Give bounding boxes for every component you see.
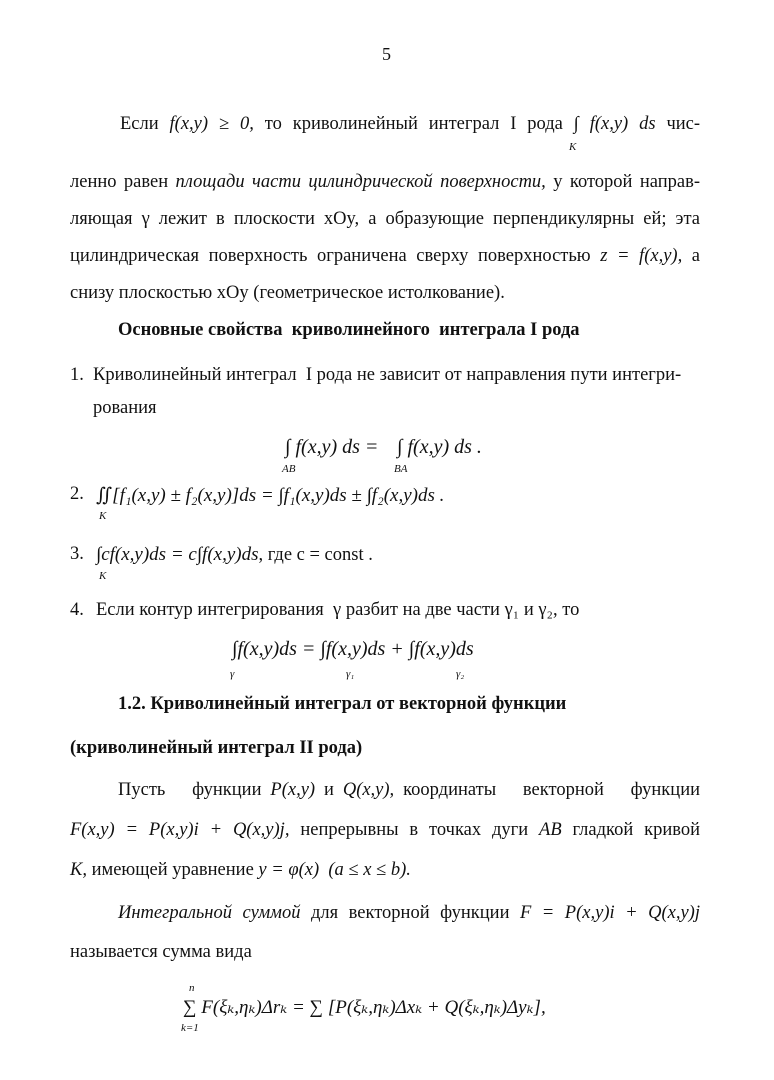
p1-if: Если [120, 114, 159, 134]
integral-sum-formula: ∑ F(ξₖ,ηₖ)Δrₖ = ∑ [P(ξₖ,ηₖ)Δxₖ + Q(ξₖ,ηₖ)Δyₖ], [183, 997, 546, 1018]
p2-l1-b: координаты векторной функции [403, 780, 700, 800]
paragraph-2-line-1 [118, 780, 700, 801]
p1-l4-b: а [691, 246, 700, 266]
item-2-formula: ∬[f₁(x,y) ± f₂(x,y)]ds = ∫f₁(x,y)ds ± ∫f₂(x,y)ds . [96, 485, 445, 506]
item-4-number: 4. [70, 600, 84, 620]
item-1-number: 1. [70, 365, 84, 385]
item-4-formula: ∫f(x,y)ds = ∫f(x,y)ds + ∫f(x,y)ds [232, 638, 474, 660]
paragraph-1-line-5: снизу плоскостью xOy (геометрическое истолкование). [70, 283, 505, 303]
item-2-formula-limit: K [99, 510, 107, 522]
paragraph-2-line-3 [70, 860, 700, 881]
item-1-formula-right: ∫ f(x,y) ds . [397, 436, 482, 458]
section-heading-1-2-subtitle: (криволинейный интеграл II рода) [70, 738, 363, 758]
paragraph-1-line-2 [70, 172, 700, 193]
p2-l2-c: гладкой кривой [572, 820, 700, 840]
p2-l2-b: непрерывны в точках дуги [300, 820, 529, 840]
p1-l2-b: у которой направ- [553, 172, 700, 192]
paragraph-3-line-1 [118, 903, 700, 924]
p3-text: для векторной функции [310, 903, 510, 923]
sum-lower-limit: k=1 [181, 1022, 199, 1034]
item-4-limit-1: γ [230, 668, 235, 680]
item-3-text: , где c = const . [258, 545, 373, 565]
item-4-limit-3: γ₂ [456, 668, 465, 680]
item-3-formula-limit: K [99, 570, 107, 582]
p1-integral: ∫ f(x,y) ds [573, 114, 656, 134]
item-4-limit-2: γ₁ [346, 668, 355, 680]
item-1-formula-left: ∫ f(x,y) ds = [285, 436, 379, 458]
item-4-text: Если контур интегрирования γ разбит на две части γ₁ и γ₂, то [96, 600, 580, 620]
paragraph-2-line-2 [70, 820, 700, 841]
p1-l4-a: цилиндрическая поверхность ограничена сверху поверхностью [70, 246, 591, 266]
paragraph-1-line-4 [70, 246, 700, 267]
item-2-number: 2. [70, 484, 84, 504]
item-3-line [96, 544, 373, 566]
p1-text: то криволинейный интеграл I рода [264, 114, 563, 134]
p2-AB: AB [539, 820, 562, 840]
p2-vector-F: F(x,y) = P(x,y)i + Q(x,y)j, [70, 820, 290, 840]
p1-cont: чис- [666, 114, 701, 134]
p2-P: P(x,y) [270, 780, 316, 800]
section-heading-properties: Основные свойства криволинейного интеграла I рода [118, 320, 580, 340]
section-heading-1-2: 1.2. Криволинейный интеграл от векторной функции [118, 694, 567, 714]
paragraph-1-line-3: ляющая γ лежит в плоскости xOy, а образующие перпендикулярны ей; эта [70, 209, 700, 229]
p2-curve-eq: y = φ(x) (a ≤ x ≤ b). [258, 860, 411, 880]
item-1-formula-left-limit: AB [282, 463, 296, 475]
p2-l1-a: Пусть функции [118, 780, 262, 800]
item-1-formula-right-limit: BA [394, 463, 408, 475]
paragraph-3-line-2: называется сумма вида [70, 942, 252, 962]
p2-and: и [324, 780, 334, 800]
p1-integral-limit: K [569, 141, 577, 153]
p1-l2-a: ленно равен [70, 172, 169, 192]
item-1-line-1: Криволинейный интеграл I рода не зависит от направления пути интегри- [93, 365, 682, 385]
item-1-line-2: рования [93, 398, 157, 418]
item-3-formula: ∫cf(x,y)ds = c∫f(x,y)ds [96, 544, 259, 565]
p3-vector-F: F = P(x,y)i + Q(x,y)j [520, 903, 700, 923]
p1-surface-eq: z = f(x,y), [600, 246, 683, 266]
paragraph-1-line-1 [120, 114, 700, 135]
item-3-number: 3. [70, 544, 84, 564]
p2-l3-b: имеющей уравнение [91, 860, 254, 880]
sum-upper-limit: n [189, 982, 195, 994]
p2-K: K, [70, 860, 87, 880]
p1-condition: f(x,y) ≥ 0, [169, 114, 254, 134]
p2-Q: Q(x,y), [342, 780, 395, 800]
p3-emphasis: Интегральной суммой [118, 903, 301, 923]
page-number: 5 [382, 44, 391, 64]
p1-emphasis: площади части цилиндрической поверхности, [175, 172, 546, 192]
